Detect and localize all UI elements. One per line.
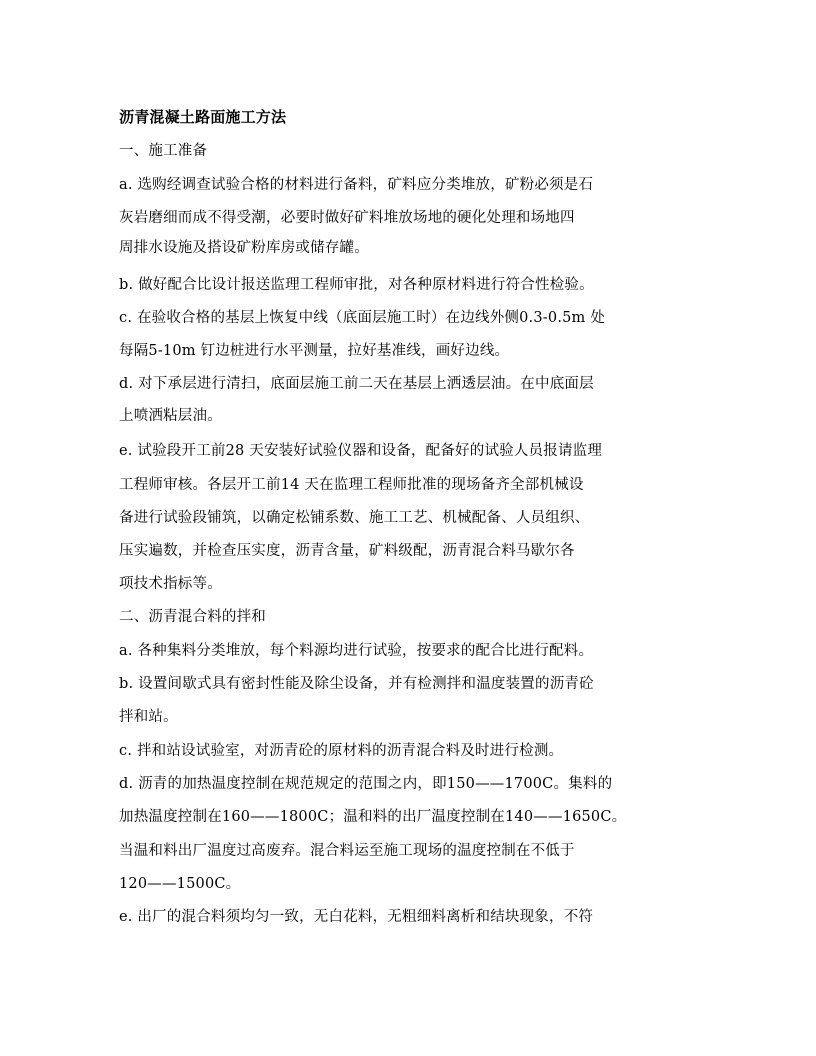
text-line: b. 设置间歇式具有密封性能及除尘设备，并有检测拌和温度装置的沥青砼 [119,676,594,692]
text-line: 120——1500C。 [119,876,241,892]
text-line: d. 对下承层进行清扫，底面层施工前二天在基层上洒透层油。在中底面层 [119,376,594,392]
text-line: a. 各种集料分类堆放，每个料源均进行试验，按要求的配合比进行配料。 [119,643,594,659]
text-line: 项技术指标等。 [119,576,222,592]
text-line: 加热温度控制在160——1800C；温和料的出厂温度控制在140——1650C。 [119,809,627,825]
text-line: c. 在验收合格的基层上恢复中线（底面层施工时）在边线外侧0.3-0.5m 处 [119,310,606,326]
text-line: b. 做好配合比设计报送监理工程师审批，对各种原材料进行符合性检验。 [119,277,594,293]
text-line: e. 试验段开工前28 天安装好试验仪器和设备，配备好的试验人员报请监理 [119,443,603,459]
text-line: 当温和料出厂温度过高废弃。混合料运至施工现场的温度控制在不低于 [119,843,575,859]
text-line: 周排水设施及搭设矿粉库房或储存罐。 [119,240,369,256]
text-line: d. 沥青的加热温度控制在规范规定的范围之内，即150——1700C。集料的 [119,776,613,792]
text-line: 备进行试验段铺筑，以确定松铺系数、施工工艺、机械配备、人员组织、 [119,510,590,526]
section-heading: 二、沥青混合料的拌和 [119,609,266,625]
text-line: 工程师审核。各层开工前14 天在监理工程师批准的现场备齐全部机械设 [119,477,584,493]
text-line: 拌和站。 [119,709,178,725]
text-line: a. 选购经调查试验合格的材料进行备料，矿料应分类堆放，矿粉必须是石 [119,177,594,193]
text-line: e. 出厂的混合料须均匀一致，无白花料，无粗细料离析和结块现象，不符 [119,909,594,925]
section-heading: 一、施工准备 [119,143,208,159]
text-line: 上喷洒粘层油。 [119,408,222,424]
text-line: 压实遍数，并检查压实度，沥青含量，矿料级配，沥青混合料马歇尔各 [119,543,575,559]
text-line: c. 拌和站设试验室，对沥青砼的原材料的沥青混合料及时进行检测。 [119,743,564,759]
document-title: 沥青混凝土路面施工方法 [119,108,287,126]
text-line: 灰岩磨细而成不得受潮，必要时做好矿料堆放场地的硬化处理和场地四 [119,210,575,226]
text-line: 每隔5-10m 钉边桩进行水平测量，拉好基准线，画好边线。 [119,343,510,359]
